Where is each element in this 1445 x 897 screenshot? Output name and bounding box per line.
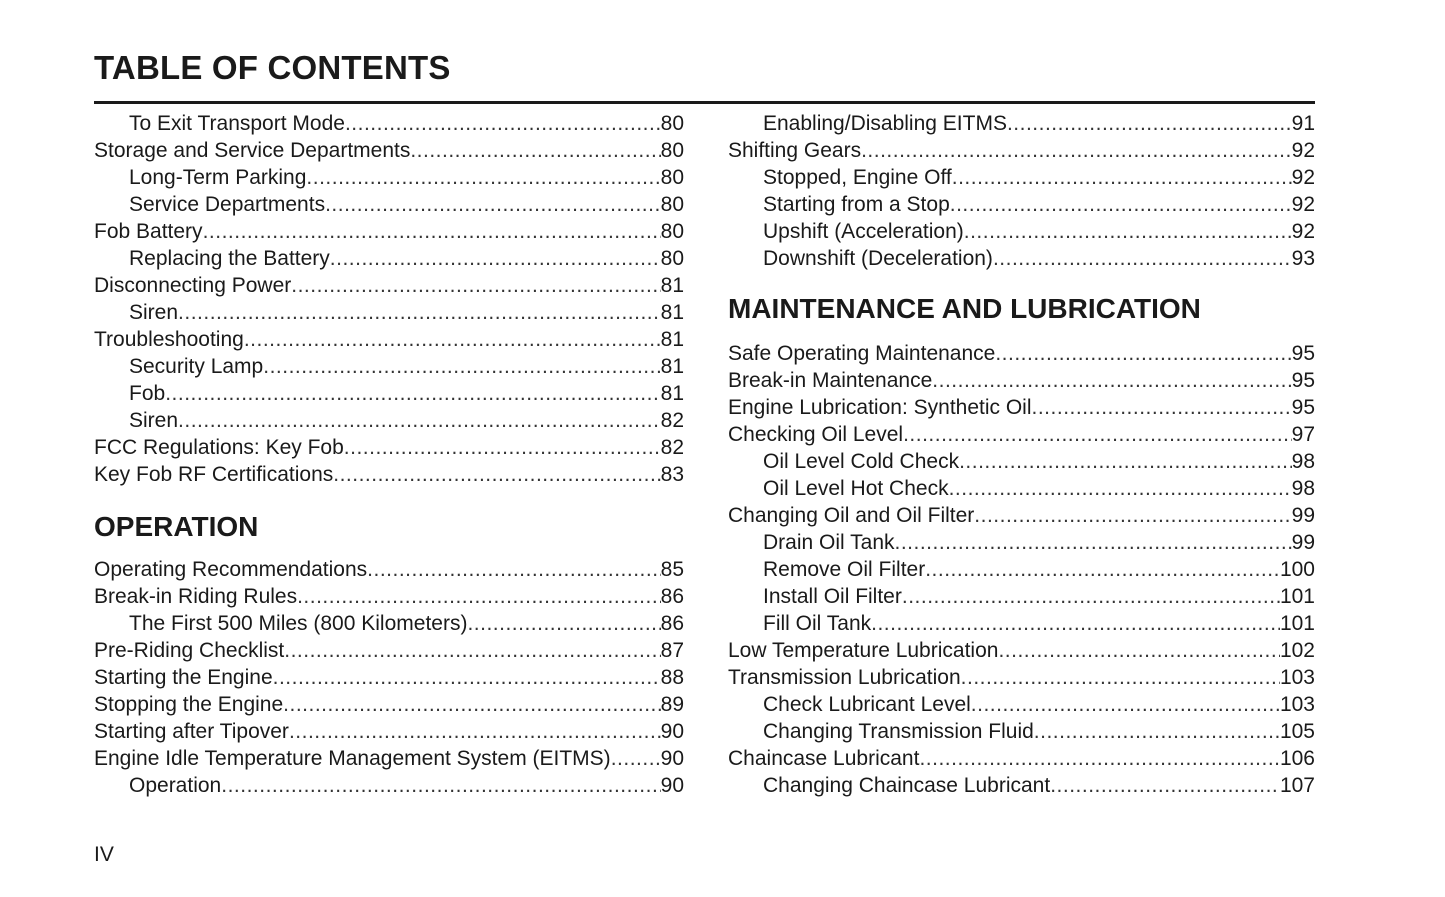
toc-entry [728,745,1315,772]
dot-leader [291,272,660,299]
toc-entry-label: Enabling/Disabling EITMS [763,112,1007,135]
toc-entry-page-number: 103 [1279,666,1315,689]
dot-leader [919,745,1280,772]
toc-entry-label: Chaincase Lubricant [728,747,920,770]
toc-entry-label: Oil Level Cold Check [763,450,960,473]
section-heading-maintenance: MAINTENANCE AND LUBRICATION [728,293,1201,324]
toc-entry [94,380,684,407]
dot-leader [333,461,660,488]
dot-leader [949,475,1292,502]
dot-leader [284,637,660,664]
toc-entry-label: Checking Oil Level [728,423,904,446]
dot-leader [178,407,661,434]
dot-leader [964,218,1292,245]
toc-entry-label: Long-Term Parking [129,166,307,189]
toc-entry [728,691,1315,718]
toc-entry-page-number: 103 [1279,693,1315,716]
toc-entry-page-number: 95 [1291,369,1315,392]
toc-right-column [728,110,1315,799]
toc-entry-page-number: 80 [660,139,684,162]
toc-entry-page-number: 81 [660,355,684,378]
toc-entry-page-number: 105 [1279,720,1315,743]
dot-leader [950,191,1292,218]
toc-entry-label: Changing Oil and Oil Filter [728,504,975,527]
toc-entry [728,610,1315,637]
toc-entry-page-number: 80 [660,220,684,243]
toc-entry-page-number: 90 [660,720,684,743]
toc-entry-page-number: 89 [660,693,684,716]
toc-entry-label: Changing Transmission Fluid [763,720,1034,743]
dot-leader [367,556,660,583]
dot-leader [289,718,661,745]
toc-entry [94,407,684,434]
toc-entry-page-number: 86 [660,612,684,635]
toc-entry-page-number: 81 [660,301,684,324]
toc-entry [94,745,684,772]
dot-leader [974,502,1291,529]
toc-entry [94,191,684,218]
toc-entry-page-number: 88 [660,666,684,689]
dot-leader [952,164,1292,191]
toc-entry-label: Remove Oil Filter [763,558,926,581]
toc-entry-page-number: 81 [660,274,684,297]
dot-leader [961,664,1280,691]
toc-entry [728,110,1315,137]
dot-leader [244,326,661,353]
toc-entry [94,637,684,664]
toc-entry [728,394,1315,421]
toc-entry-page-number: 97 [1291,423,1315,446]
toc-entry [94,691,684,718]
toc-entry-page-number: 101 [1279,585,1315,608]
toc-entry-label: The First 500 Miles (800 Kilometers) [129,612,468,635]
toc-entry-page-number: 99 [1291,531,1315,554]
toc-left-column [94,110,684,799]
dot-leader [306,164,660,191]
toc-entry-label: Engine Lubrication: Synthetic Oil [728,396,1032,419]
dot-leader [410,137,660,164]
toc-entry-label: Starting from a Stop [763,193,950,216]
page-title: TABLE OF CONTENTS [94,49,451,86]
toc-entry-label: Fill Oil Tank [763,612,872,635]
toc-entry [728,164,1315,191]
dot-leader [330,245,661,272]
toc-entry [728,529,1315,556]
dot-leader [1034,718,1280,745]
toc-entry-label: Pre-Riding Checklist [94,639,285,662]
toc-entry [728,245,1315,272]
toc-entry-label: Key Fob RF Certifications [94,463,334,486]
toc-entry [728,421,1315,448]
dot-leader [345,110,661,137]
dot-leader [283,691,660,718]
dot-leader [993,245,1292,272]
dot-leader [263,353,660,380]
toc-entry-label: Oil Level Hot Check [763,477,949,500]
toc-entry-label: Operating Recommendations [94,558,368,581]
toc-entry-page-number: 90 [660,774,684,797]
toc-entry-label: Transmission Lubrication [728,666,961,689]
toc-entry-page-number: 102 [1279,639,1315,662]
toc-entry-page-number: 80 [660,247,684,270]
dot-leader [995,340,1291,367]
dot-leader [925,556,1280,583]
toc-entry [94,353,684,380]
toc-entry-label: Fob Battery [94,220,203,243]
toc-entry [94,218,684,245]
toc-entry-page-number: 87 [660,639,684,662]
toc-entry-page-number: 81 [660,328,684,351]
toc-entry-page-number: 91 [1291,112,1315,135]
toc-entry-page-number: 83 [660,463,684,486]
toc-entry [94,272,684,299]
toc-entry-label: Engine Idle Temperature Management System (EITMS) [94,747,611,770]
dot-leader [959,448,1292,475]
toc-entry [728,191,1315,218]
dot-leader [297,583,661,610]
dot-leader [221,772,660,799]
toc-entry-page-number: 101 [1279,612,1315,635]
toc-entry-page-number: 92 [1291,193,1315,216]
toc-entry-page-number: 90 [660,747,684,770]
toc-entry-label: FCC Regulations: Key Fob [94,436,344,459]
toc-entry [728,556,1315,583]
toc-entry-label: Replacing the Battery [129,247,330,270]
toc-entry-label: Disconnecting Power [94,274,292,297]
toc-entry [94,610,684,637]
toc-entry [94,772,684,799]
toc-entry-label: Operation [129,774,222,797]
dot-leader [902,583,1280,610]
toc-entry-page-number: 80 [660,193,684,216]
toc-entry-label: Safe Operating Maintenance [728,342,996,365]
toc-entry [94,461,684,488]
toc-entry [94,664,684,691]
toc-entry [728,718,1315,745]
toc-entry-page-number: 107 [1279,774,1315,797]
toc-entry [94,245,684,272]
toc-entry-page-number: 92 [1291,166,1315,189]
toc-entry-label: Drain Oil Tank [763,531,895,554]
toc-entry-page-number: 98 [1291,450,1315,473]
toc-entry-label: Starting after Tipover [94,720,289,743]
dot-leader [1050,772,1280,799]
toc-entry-label: Low Temperature Lubrication [728,639,999,662]
toc-entry [728,340,1315,367]
toc-entry-label: Siren [129,301,179,324]
toc-entry [94,110,684,137]
toc-entry-page-number: 95 [1291,396,1315,419]
toc-entry-page-number: 92 [1291,220,1315,243]
toc-entry-page-number: 82 [660,409,684,432]
dot-leader [273,664,661,691]
toc-entry-page-number: 93 [1291,247,1315,270]
dot-leader [1007,110,1292,137]
toc-entry-label: Break-in Maintenance [728,369,933,392]
toc-entry-label: Siren [129,409,179,432]
dot-leader [861,137,1292,164]
toc-entry [94,164,684,191]
title-divider [94,101,1315,104]
toc-entry [94,434,684,461]
toc-entry-label: Check Lubricant Level [763,693,971,716]
toc-entry-page-number: 98 [1291,477,1315,500]
toc-entry [728,637,1315,664]
toc-entry-list [728,340,1315,799]
toc-entry-page-number: 100 [1279,558,1315,581]
dot-leader [178,299,661,326]
dot-leader [903,421,1292,448]
dot-leader [467,610,660,637]
toc-entry-page-number: 82 [660,436,684,459]
toc-entry-label: Downshift (Deceleration) [763,247,993,270]
toc-entry-page-number: 92 [1291,139,1315,162]
toc-entry-label: Break-in Riding Rules [94,585,298,608]
toc-entry-list [728,110,1315,272]
toc-entry [94,137,684,164]
toc-entry [728,137,1315,164]
toc-entry [728,475,1315,502]
toc-entry [728,772,1315,799]
dot-leader [611,745,661,772]
toc-entry [728,367,1315,394]
dot-leader [971,691,1280,718]
toc-entry-label: Stopped, Engine Off [763,166,952,189]
section-heading-operation: OPERATION [94,511,259,542]
toc-entry-label: Changing Chaincase Lubricant [763,774,1051,797]
toc-entry-label: Install Oil Filter [763,585,902,608]
toc-entry [728,448,1315,475]
dot-leader [165,380,660,407]
toc-entry-page-number: 86 [660,585,684,608]
dot-leader [871,610,1280,637]
toc-entry-list [94,556,684,799]
dot-leader [932,367,1291,394]
dot-leader [1032,394,1292,421]
toc-entry [94,556,684,583]
toc-entry-page-number: 95 [1291,342,1315,365]
dot-leader [344,434,661,461]
toc-entry-label: Security Lamp [129,355,264,378]
toc-entry [728,502,1315,529]
toc-entry-page-number: 106 [1279,747,1315,770]
dot-leader [998,637,1280,664]
toc-entry-label: Storage and Service Departments [94,139,411,162]
dot-leader [895,529,1292,556]
toc-entry-page-number: 99 [1291,504,1315,527]
toc-entry-label: Upshift (Acceleration) [763,220,964,243]
toc-entry-label: Service Departments [129,193,326,216]
toc-entry-page-number: 80 [660,166,684,189]
toc-entry-label: Fob [129,382,166,405]
toc-entry [94,299,684,326]
toc-entry-page-number: 80 [660,112,684,135]
toc-entry [94,326,684,353]
toc-entry-page-number: 81 [660,382,684,405]
toc-entry [728,664,1315,691]
toc-entry-label: Starting the Engine [94,666,273,689]
toc-entry-list [94,110,684,488]
dot-leader [203,218,661,245]
toc-entry-label: Troubleshooting [94,328,244,351]
toc-entry-label: Stopping the Engine [94,693,284,716]
toc-entry [94,718,684,745]
dot-leader [325,191,661,218]
toc-entry [94,583,684,610]
toc-entry-label: To Exit Transport Mode [129,112,345,135]
toc-entry-label: Shifting Gears [728,139,862,162]
page-number: IV [94,843,114,866]
toc-entry [728,583,1315,610]
toc-entry [728,218,1315,245]
toc-entry-page-number: 85 [660,558,684,581]
